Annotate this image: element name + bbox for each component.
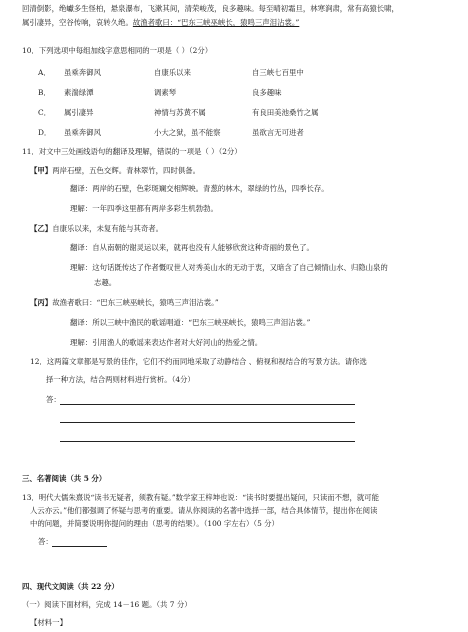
translation-label: 翻译：	[70, 243, 93, 252]
question-12-answer-label: 答：	[46, 395, 61, 404]
section-4-subsection: （一）阅读下面材料，完成 14－16 题。（共 7 分）	[22, 600, 192, 609]
translation-label: 翻译：	[70, 318, 93, 327]
q10-option-a-col2: 自康乐以来	[154, 68, 191, 77]
q11-item-bing	[30, 298, 219, 307]
q10-option-b-col1: 素湍绿潭	[64, 88, 94, 97]
q12-answer-line-1[interactable]	[60, 404, 355, 405]
q11-item-jia-translation	[70, 184, 329, 193]
q10-option-a-col3: 自三峡七百里中	[252, 68, 304, 77]
passage-line-1: 回清倒影，绝巘多生怪柏，悬泉瀑布，飞漱其间，清荣峻茂，良多趣味。每至晴初霜旦，林寒涧肃，常有高猿长啸，	[22, 4, 399, 13]
question-13-line-1: 13．明代大儒朱熹说“读书无疑者，须教有疑。”数学家王梓坤也说：“读书时要提出疑问，只读而不想，就可能	[22, 493, 380, 502]
understanding-label: 理解：	[70, 204, 93, 213]
q10-option-d-col3: 虽欲言无可进者	[252, 128, 304, 137]
q11-item-jia	[30, 166, 200, 175]
q12-answer-line-3[interactable]	[60, 441, 355, 442]
understanding-label: 理解：	[70, 263, 93, 272]
q10-option-b-label: B．	[38, 88, 51, 97]
q11-item-yi-understanding-cont: 志趣。	[94, 278, 117, 287]
q10-option-b-col3: 良多趣味	[252, 88, 282, 97]
question-13-answer-label: 答：	[38, 537, 53, 546]
section-4-title: 四、现代文阅读（共 22 分）	[22, 582, 119, 591]
q11-item-jia-tag: 【甲】	[30, 166, 53, 175]
q10-option-a-label: A．	[38, 68, 51, 77]
q10-option-c-col3: 有良田美池桑竹之属	[252, 108, 319, 117]
q11-item-bing-tag: 【丙】	[30, 298, 53, 307]
translation-label: 翻译：	[70, 184, 93, 193]
q11-item-jia-quote: 两岸石壁，五色交辉。青林翠竹，四时俱备。	[52, 166, 201, 175]
question-12-stem-line-1: 12．这两篇文章都是写景的佳作，它们不约而同地采取了动静结合 、俯视和视结合的写景方法。请你选	[30, 357, 367, 366]
question-12-stem-line-2: 择一种方法，结合两则材料进行赏析。（4分）	[46, 375, 195, 384]
q11-item-bing-quote: 故渔者歌曰：“巴东三峡巫峡长，猿鸣三声泪沾裳。”	[52, 298, 219, 307]
material-one-label: 【材料一】	[30, 618, 67, 627]
q11-item-yi	[30, 224, 163, 233]
passage-underlined-sentence-bing: 故渔者歌曰：“巴东三峡巫峡长，猿鸣三声泪沾裳。”	[132, 18, 300, 27]
question-13-line-2: 人云亦云。”他们都强调了怀疑与思考的重要。请从你阅读的名著中选择一部，结合具体情节，提出你在阅读	[30, 506, 378, 515]
q11-item-yi-understanding	[70, 263, 388, 272]
translation-text: 自从南朝的谢灵运以来，就再也没有人能够欣赏这种奇丽的景色了。	[92, 243, 314, 252]
q11-item-yi-quote: 自康乐以来，未复有能与其奇者。	[52, 224, 164, 233]
q11-item-bing-translation	[70, 318, 310, 327]
understanding-text: 这句话既传达了作者慨叹世人对秀美山水的无动于衷，又暗含了自己倾情山水、归隐山泉的	[92, 263, 388, 272]
q10-option-d-col1: 虽乘奔御风	[64, 128, 101, 137]
q10-option-d-label: D．	[38, 128, 52, 137]
question-11-stem: 11．对文中三处画线语句的翻译及理解，错误的一项是（ ）（2分）	[22, 147, 242, 156]
question-10-stem: 10．下列选项中每组加线字意思相同的一项是（ ）（2分）	[22, 46, 213, 55]
q12-answer-line-2[interactable]	[60, 422, 355, 423]
q10-option-a-col1: 虽乘奔御风	[64, 68, 101, 77]
q10-option-c-col1: 属引凄异	[64, 108, 94, 117]
q11-item-jia-understanding	[70, 204, 218, 213]
q10-option-b-col2: 调素琴	[154, 88, 177, 97]
understanding-label: 理解：	[70, 338, 93, 347]
passage-line-2	[22, 18, 299, 27]
q10-option-c-col2: 神情与苏黄不属	[154, 108, 206, 117]
q11-item-yi-tag: 【乙】	[30, 224, 53, 233]
q10-option-d-col2: 小大之狱，虽不能察	[154, 128, 221, 137]
q11-item-yi-translation	[70, 243, 314, 252]
understanding-text: 一年四季这里都有两岸多彩生机勃勃。	[92, 204, 218, 213]
q11-item-bing-understanding	[70, 338, 262, 347]
question-13-line-3: 中的问题，并简要说明你提问的理由（思考的结果）。（100 字左右）（5 分）	[30, 519, 279, 528]
translation-text: 所以三峡中渔民的歌谣唱道：“巴东三峡巫峡长，猿鸣三声泪沾裳。”	[92, 318, 311, 327]
passage-line-2-plain: 属引凄异，空谷传响，哀转久绝。	[22, 18, 133, 27]
q13-answer-line[interactable]	[52, 546, 107, 547]
translation-text: 两岸的石壁，色彩斑斓交相辉映。青葱的林木，翠绿的竹丛，四季长存。	[92, 184, 329, 193]
understanding-text: 引用渔人的歌谣来表达作者对大好河山的热爱之情。	[92, 338, 263, 347]
q10-option-c-label: C．	[38, 108, 52, 117]
section-3-title: 三、名著阅读（共 5 分）	[22, 474, 107, 483]
